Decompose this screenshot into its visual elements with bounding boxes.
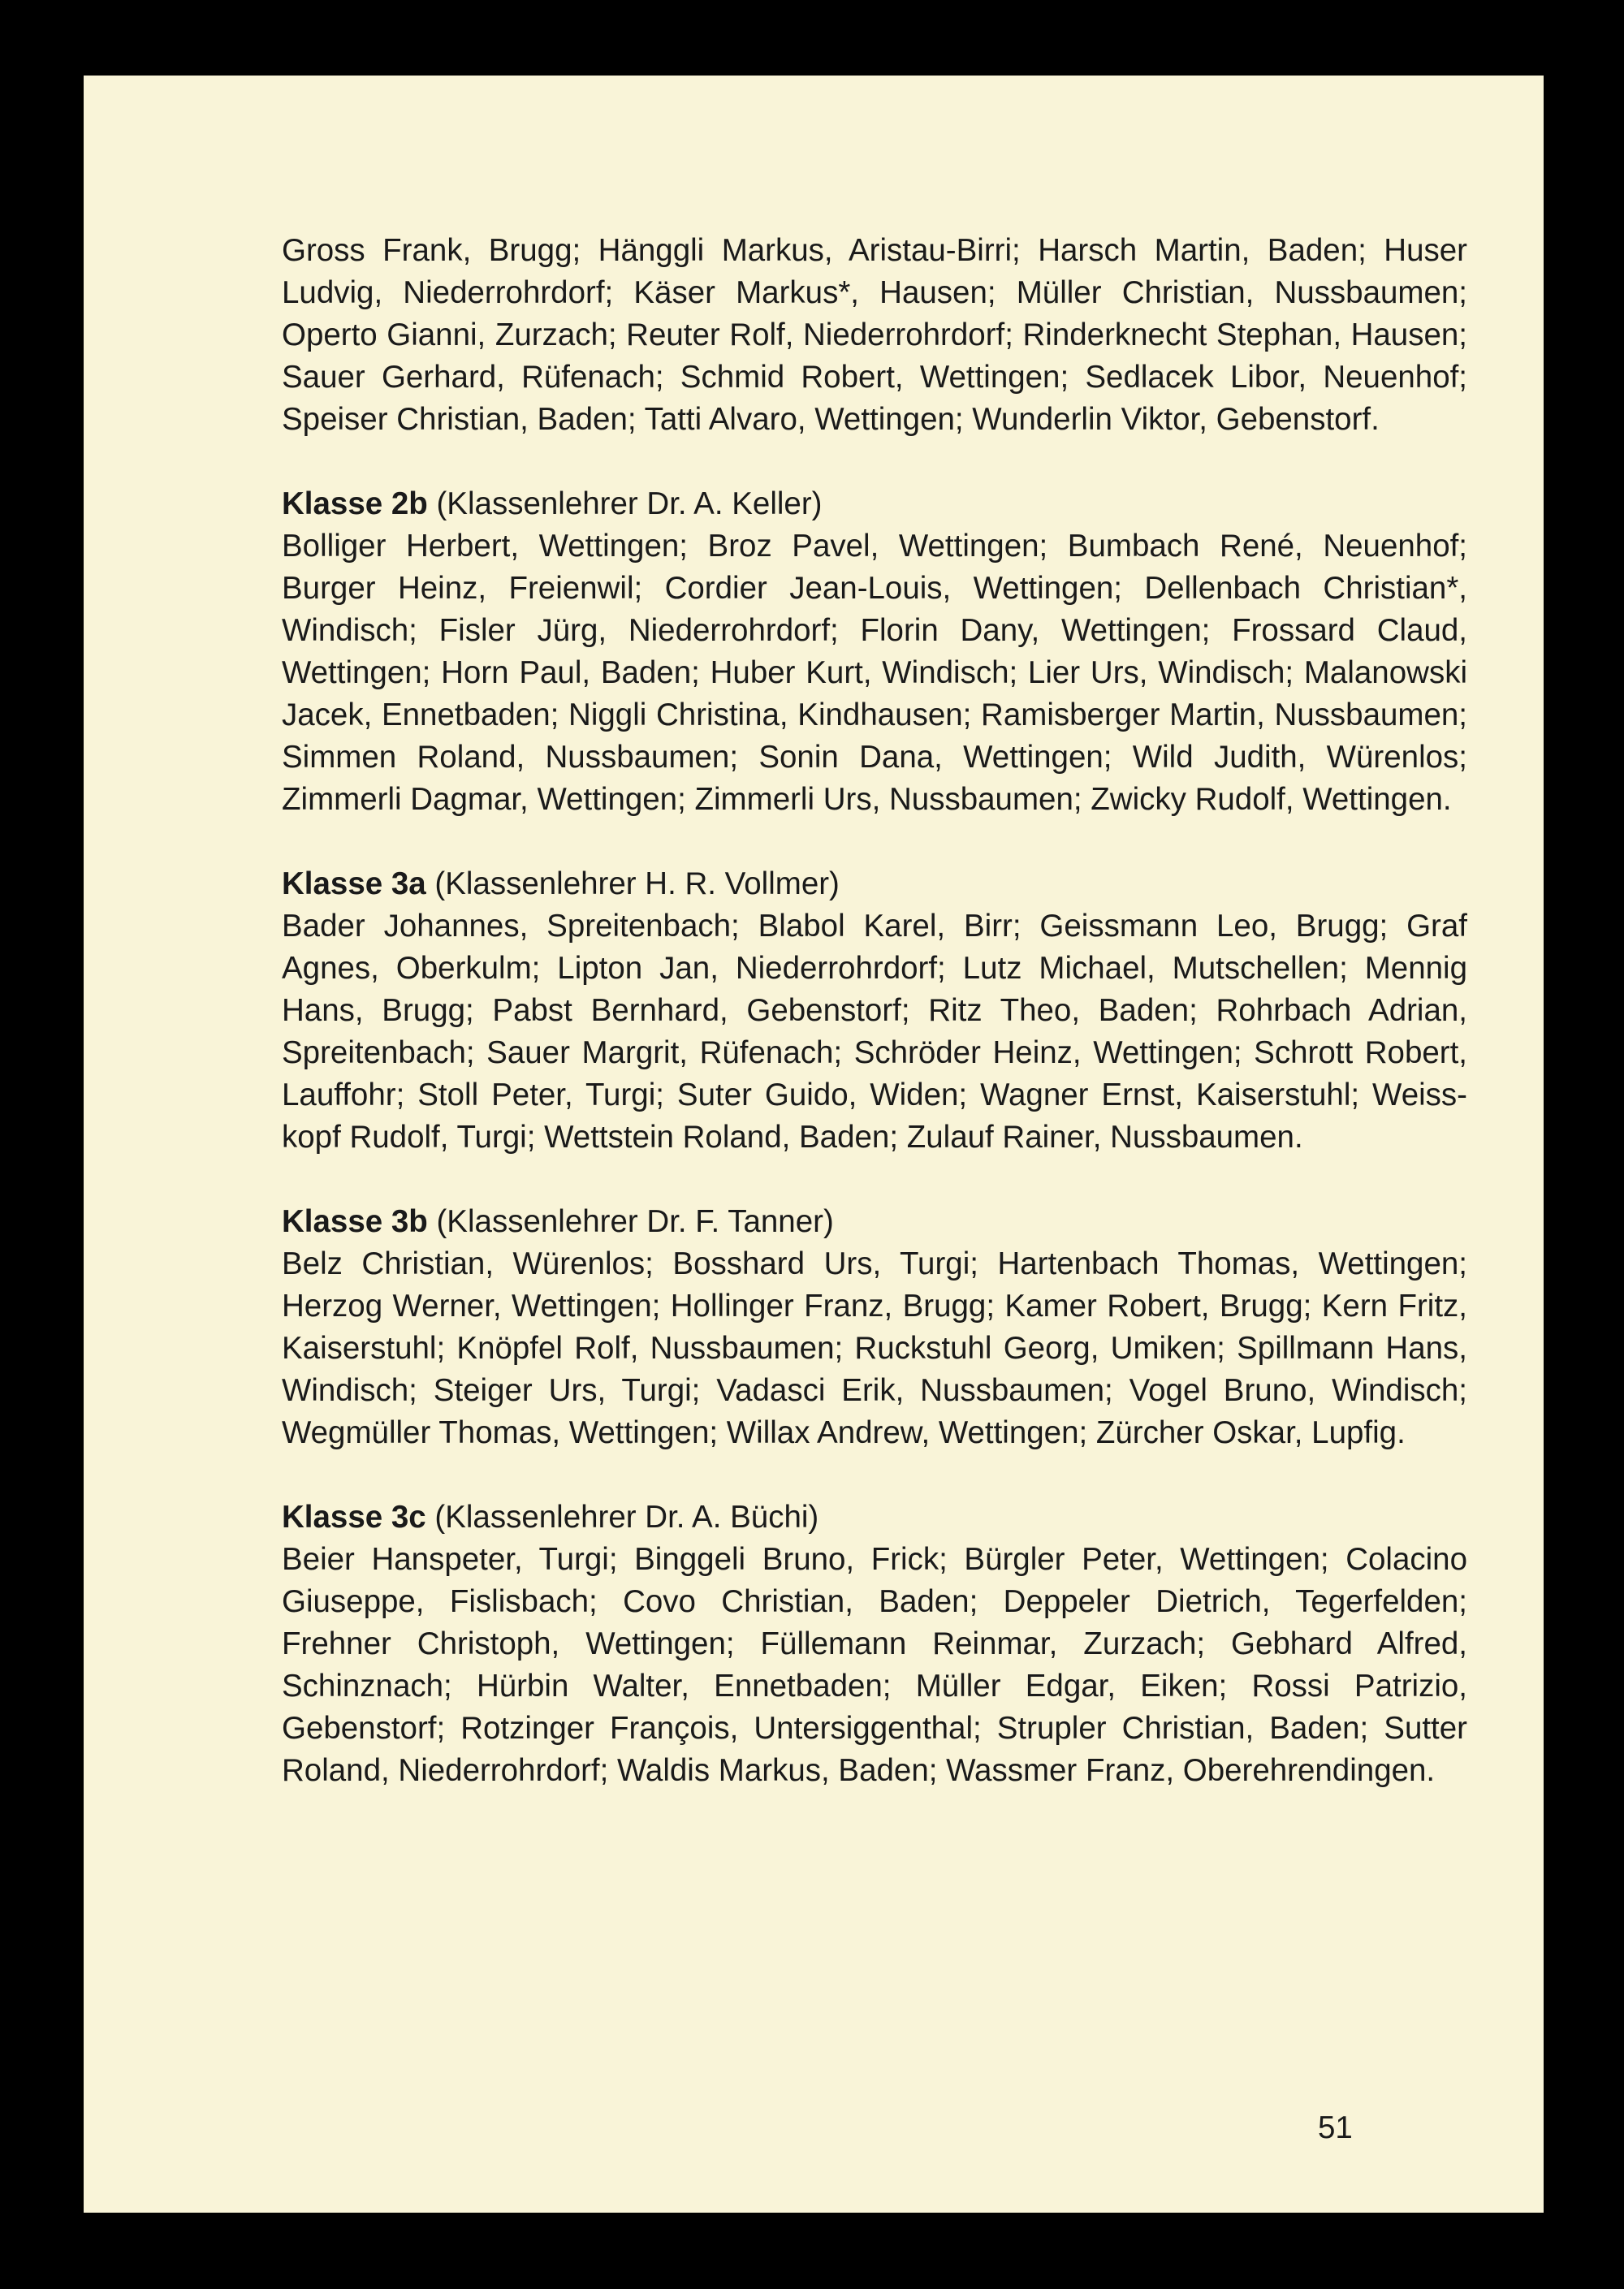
student-list-paragraph: Beier Hanspeter, Turgi; Binggeli Bruno, Frick; Bürgler Peter, Wettingen; Colacino Giuseppe, Fislisbach; Covo Christian, Baden; Deppeler Dietrich, Tegerfelden; Frehner Christoph, Wettingen; Füllemann Reinmar, Zurzach; Gebhard Alfred, Schinznach; Hürbin Walter, Ennetbaden; Müller Edgar, Eiken; Rossi Patrizio, Gebenstorf; Rotzinger François, Untersiggenthal; Strupler Christian, Baden; Sutter Roland, Niederrohrdorf; Waldis Markus, Baden; Wassmer Franz, Oberehrendingen.: [282, 1542, 1467, 1788]
class-section-3b: [282, 1201, 1467, 1454]
student-list-paragraph: Bolliger Herbert, Wettingen; Broz Pavel, Wettingen; Bumbach René, Neuenhof; Burger Heinz, Freienwil; Cordier Jean-Louis, Wettingen; Dellenbach Christian*, Windisch; Fisler Jürg, Niederrohrdorf; Florin Dany, Wettingen; Frossard Claud, Wettingen; Horn Paul, Baden; Huber Kurt, Windisch; Lier Urs, Windisch; Malanowski Jacek, Ennetbaden; Niggli Christina, Kindhausen; Ramisberger Martin, Nussbaumen; Simmen Roland, Nussbaumen; Sonin Dana, Wettingen; Wild Judith, Würenlos; Zimmerli Dagmar, Wettingen; Zimmerli Urs, Nussbaumen; Zwicky Rudolf, Wettingen.: [282, 529, 1467, 817]
class-teacher: (Klassenlehrer Dr. A. Büchi): [425, 1500, 819, 1535]
class-heading: [282, 1201, 1467, 1243]
class-label: Klasse 2b: [282, 486, 428, 521]
class-section-2b: [282, 483, 1467, 821]
continued-student-list: [282, 230, 1467, 441]
class-teacher: (Klassenlehrer Dr. F. Tanner): [427, 1204, 834, 1239]
student-list-paragraph: Bader Johannes, Spreitenbach; Blabol Karel, Birr; Geissmann Leo, Brugg; Graf Agnes, Oberkulm; Lipton Jan, Niederrohrdorf; Lutz Michael, Mutschellen; Mennig Hans, Brugg; Pabst Bernhard, Gebenstorf; Ritz Theo, Baden; Rohrbach Adrian, Spreitenbach; Sauer Margrit, Rüfenach; Schröder Heinz, Wettingen; Schrott Robert, Lauffohr; Stoll Peter, Turgi; Suter Guido, Widen; Wagner Ernst, Kaiserstuhl; Weisskopf Rudolf, Turgi; Wettstein Roland, Baden; Zulauf Rainer, Nussbaumen.: [282, 909, 1467, 1155]
class-label: Klasse 3c: [282, 1500, 426, 1535]
document-page: [84, 76, 1544, 2213]
class-heading: [282, 1496, 1467, 1539]
class-section-3a: [282, 863, 1467, 1159]
class-heading: [282, 483, 1467, 525]
class-label: Klasse 3b: [282, 1204, 428, 1239]
class-teacher: (Klassenlehrer Dr. A. Keller): [427, 486, 823, 521]
class-heading: [282, 863, 1467, 905]
page-number: 51: [1318, 2110, 1353, 2145]
class-section-3c: [282, 1496, 1467, 1792]
student-list-paragraph: Belz Christian, Würenlos; Bosshard Urs, Turgi; Hartenbach Thomas, Wettingen; Herzog Werner, Wettingen; Hollinger Franz, Brugg; Kamer Robert, Brugg; Kern Fritz, Kaiserstuhl; Knöpfel Rolf, Nussbaumen; Ruckstuhl Georg, Umiken; Spillmann Hans, Windisch; Steiger Urs, Turgi; Vadasci Erik, Nussbaumen; Vogel Bruno, Windisch; Wegmüller Thomas, Wettingen; Willax Andrew, Wettingen; Zürcher Oskar, Lupfig.: [282, 1246, 1467, 1450]
class-label: Klasse 3a: [282, 866, 426, 901]
student-list-paragraph: Gross Frank, Brugg; Hänggli Markus, Aristau-Birri; Harsch Martin, Baden; Huser Ludvig, Niederrohrdorf; Käser Markus*, Hausen; Müller Christian, Nussbaumen; Operto Gianni, Zurzach; Reuter Rolf, Niederrohrdorf; Rinderknecht Stephan, Hausen; Sauer Gerhard, Rüfenach; Schmid Robert, Wettingen; Sedlacek Libor, Neuenhof; Speiser Christian, Baden; Tatti Alvaro, Wettingen; Wunderlin Viktor, Gebenstorf.: [282, 233, 1467, 437]
page-content: [282, 230, 1467, 1834]
class-teacher: (Klassenlehrer H. R. Vollmer): [425, 866, 840, 901]
